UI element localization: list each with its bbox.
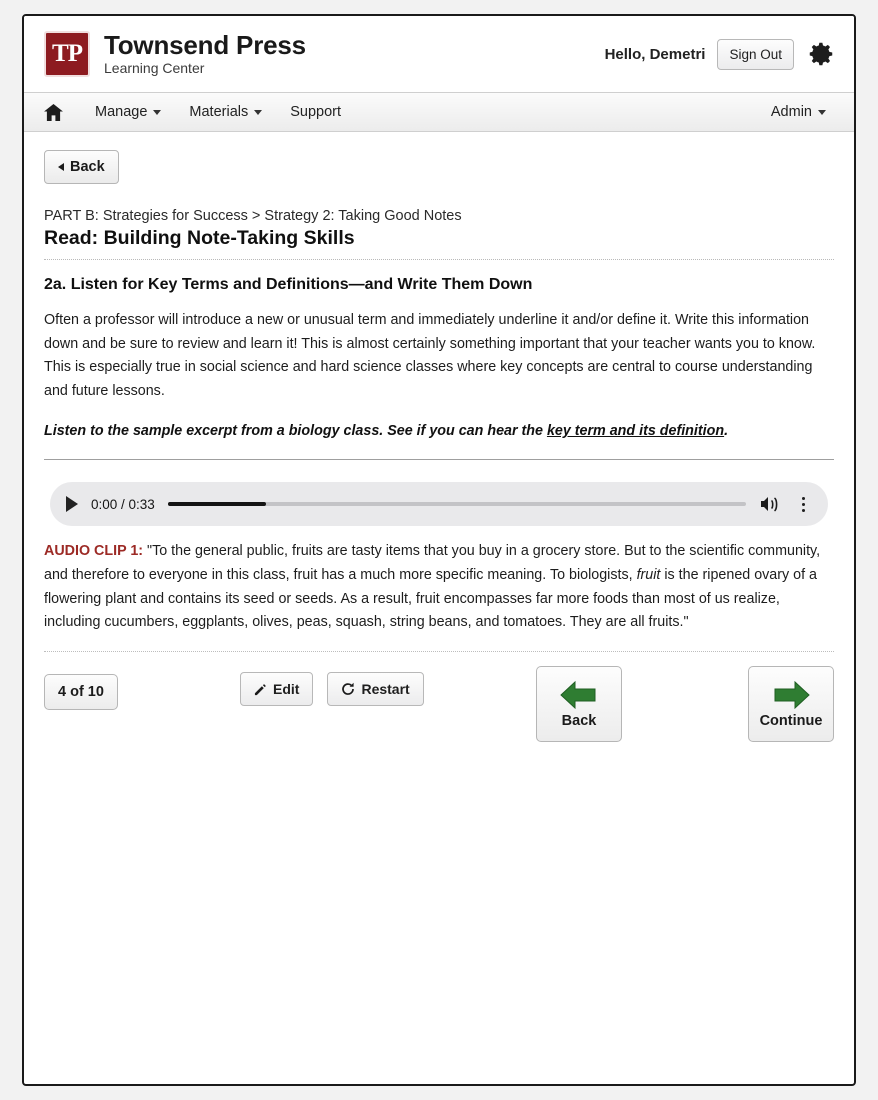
- kebab-menu-icon[interactable]: [794, 495, 812, 513]
- section-heading: 2a. Listen for Key Terms and Definitions—and Write Them Down: [44, 276, 533, 293]
- instruction-text-pre: Listen to the sample excerpt from a biology class. See if you can hear the: [44, 422, 547, 439]
- header-right: [605, 39, 836, 70]
- audio-player[interactable]: [50, 482, 828, 526]
- audio-progress-slider[interactable]: [168, 502, 746, 506]
- home-icon[interactable]: [24, 93, 81, 131]
- restart-button-label: Restart: [361, 681, 410, 698]
- back-button-bottom-label: Back: [561, 713, 597, 730]
- kebab-dot: [802, 503, 805, 506]
- transcript-part-2: is the ripened ovary of a flowering plant and contains its seed or seeds. As a result, fruit encompasses far more foods than most of us realize, including cucumbers, eggplants, olives, peas, squash, string beans, and tomatoes. They are all fruits.": [44, 567, 817, 631]
- chevron-left-icon: [58, 163, 64, 171]
- audio-progress-fill: [168, 502, 266, 506]
- continue-button-label: Continue: [759, 713, 823, 730]
- progress-counter: 4 of 10: [44, 674, 118, 710]
- kebab-dot: [802, 497, 805, 500]
- mid-buttons: [240, 672, 424, 706]
- back-button-label: Back: [70, 159, 105, 175]
- section-divider: [44, 459, 834, 460]
- continue-button[interactable]: [748, 666, 834, 742]
- page-content: [24, 132, 854, 750]
- nav-label: Materials: [189, 104, 249, 120]
- nav-item-materials[interactable]: [175, 93, 276, 131]
- transcript-italic-term: fruit: [636, 567, 661, 584]
- nav-label: Manage: [95, 104, 148, 120]
- page-title: Read: Building Note-Taking Skills: [44, 227, 834, 260]
- back-button-bottom[interactable]: [536, 666, 622, 742]
- brand-title: Townsend Press: [104, 30, 306, 60]
- arrow-right-icon: [770, 679, 812, 711]
- restart-button[interactable]: [327, 672, 423, 706]
- nav-label: Support: [290, 104, 342, 120]
- edit-button[interactable]: [240, 672, 313, 706]
- user-greeting: Hello, Demetri: [604, 45, 706, 63]
- listen-instruction: [44, 421, 834, 442]
- footer-divider: [44, 651, 834, 652]
- audio-clip-label: AUDIO CLIP 1:: [44, 543, 144, 560]
- browser-window: [22, 14, 856, 1086]
- breadcrumb: PART B: Strategies for Success > Strategy 2: Taking Good Notes: [44, 208, 462, 224]
- nav-item-admin[interactable]: [757, 93, 840, 131]
- back-button-top[interactable]: [44, 150, 119, 184]
- transcript-part-1: "To the general public, fruits are tasty items that you buy in a grocery store. But to the scientific community, and therefore to everyone in this class, fruit has a much more specific meaning. To biologists,: [44, 543, 821, 584]
- refresh-icon: [341, 682, 355, 696]
- gear-icon[interactable]: [806, 39, 836, 69]
- nav-item-support[interactable]: [276, 93, 355, 131]
- brand-subtitle: Learning Center: [104, 60, 205, 77]
- arrow-left-icon: [558, 679, 600, 711]
- audio-player-wrap: [44, 482, 834, 526]
- pencil-icon: [254, 683, 267, 696]
- site-header: [24, 16, 854, 92]
- nav-label: Admin: [770, 104, 812, 120]
- volume-icon[interactable]: [759, 495, 781, 513]
- instruction-underlined: key term and its definition: [546, 422, 725, 439]
- sign-out-button[interactable]: Sign Out: [717, 39, 794, 70]
- body-paragraph: Often a professor will introduce a new or unusual term and immediately underline it and/or define it. Write this information down and be sure to review and learn it! This is almost certainly something important that your teacher wants you to know. This is especially true in social science and hard science classes where key concepts are central to course understanding and future lessons.: [44, 312, 816, 400]
- footer-controls: [44, 666, 834, 750]
- play-icon[interactable]: [66, 496, 78, 512]
- audio-clip-transcript: [44, 540, 834, 635]
- main-nav: [24, 92, 854, 132]
- townsend-press-logo[interactable]: TP: [44, 31, 90, 77]
- kebab-dot: [802, 509, 805, 512]
- audio-time-display: 0:00 / 0:33: [91, 496, 155, 512]
- nav-item-manage[interactable]: [81, 93, 175, 131]
- edit-button-label: Edit: [273, 681, 300, 698]
- instruction-text-post: .: [724, 422, 729, 439]
- brand-block: [104, 32, 306, 76]
